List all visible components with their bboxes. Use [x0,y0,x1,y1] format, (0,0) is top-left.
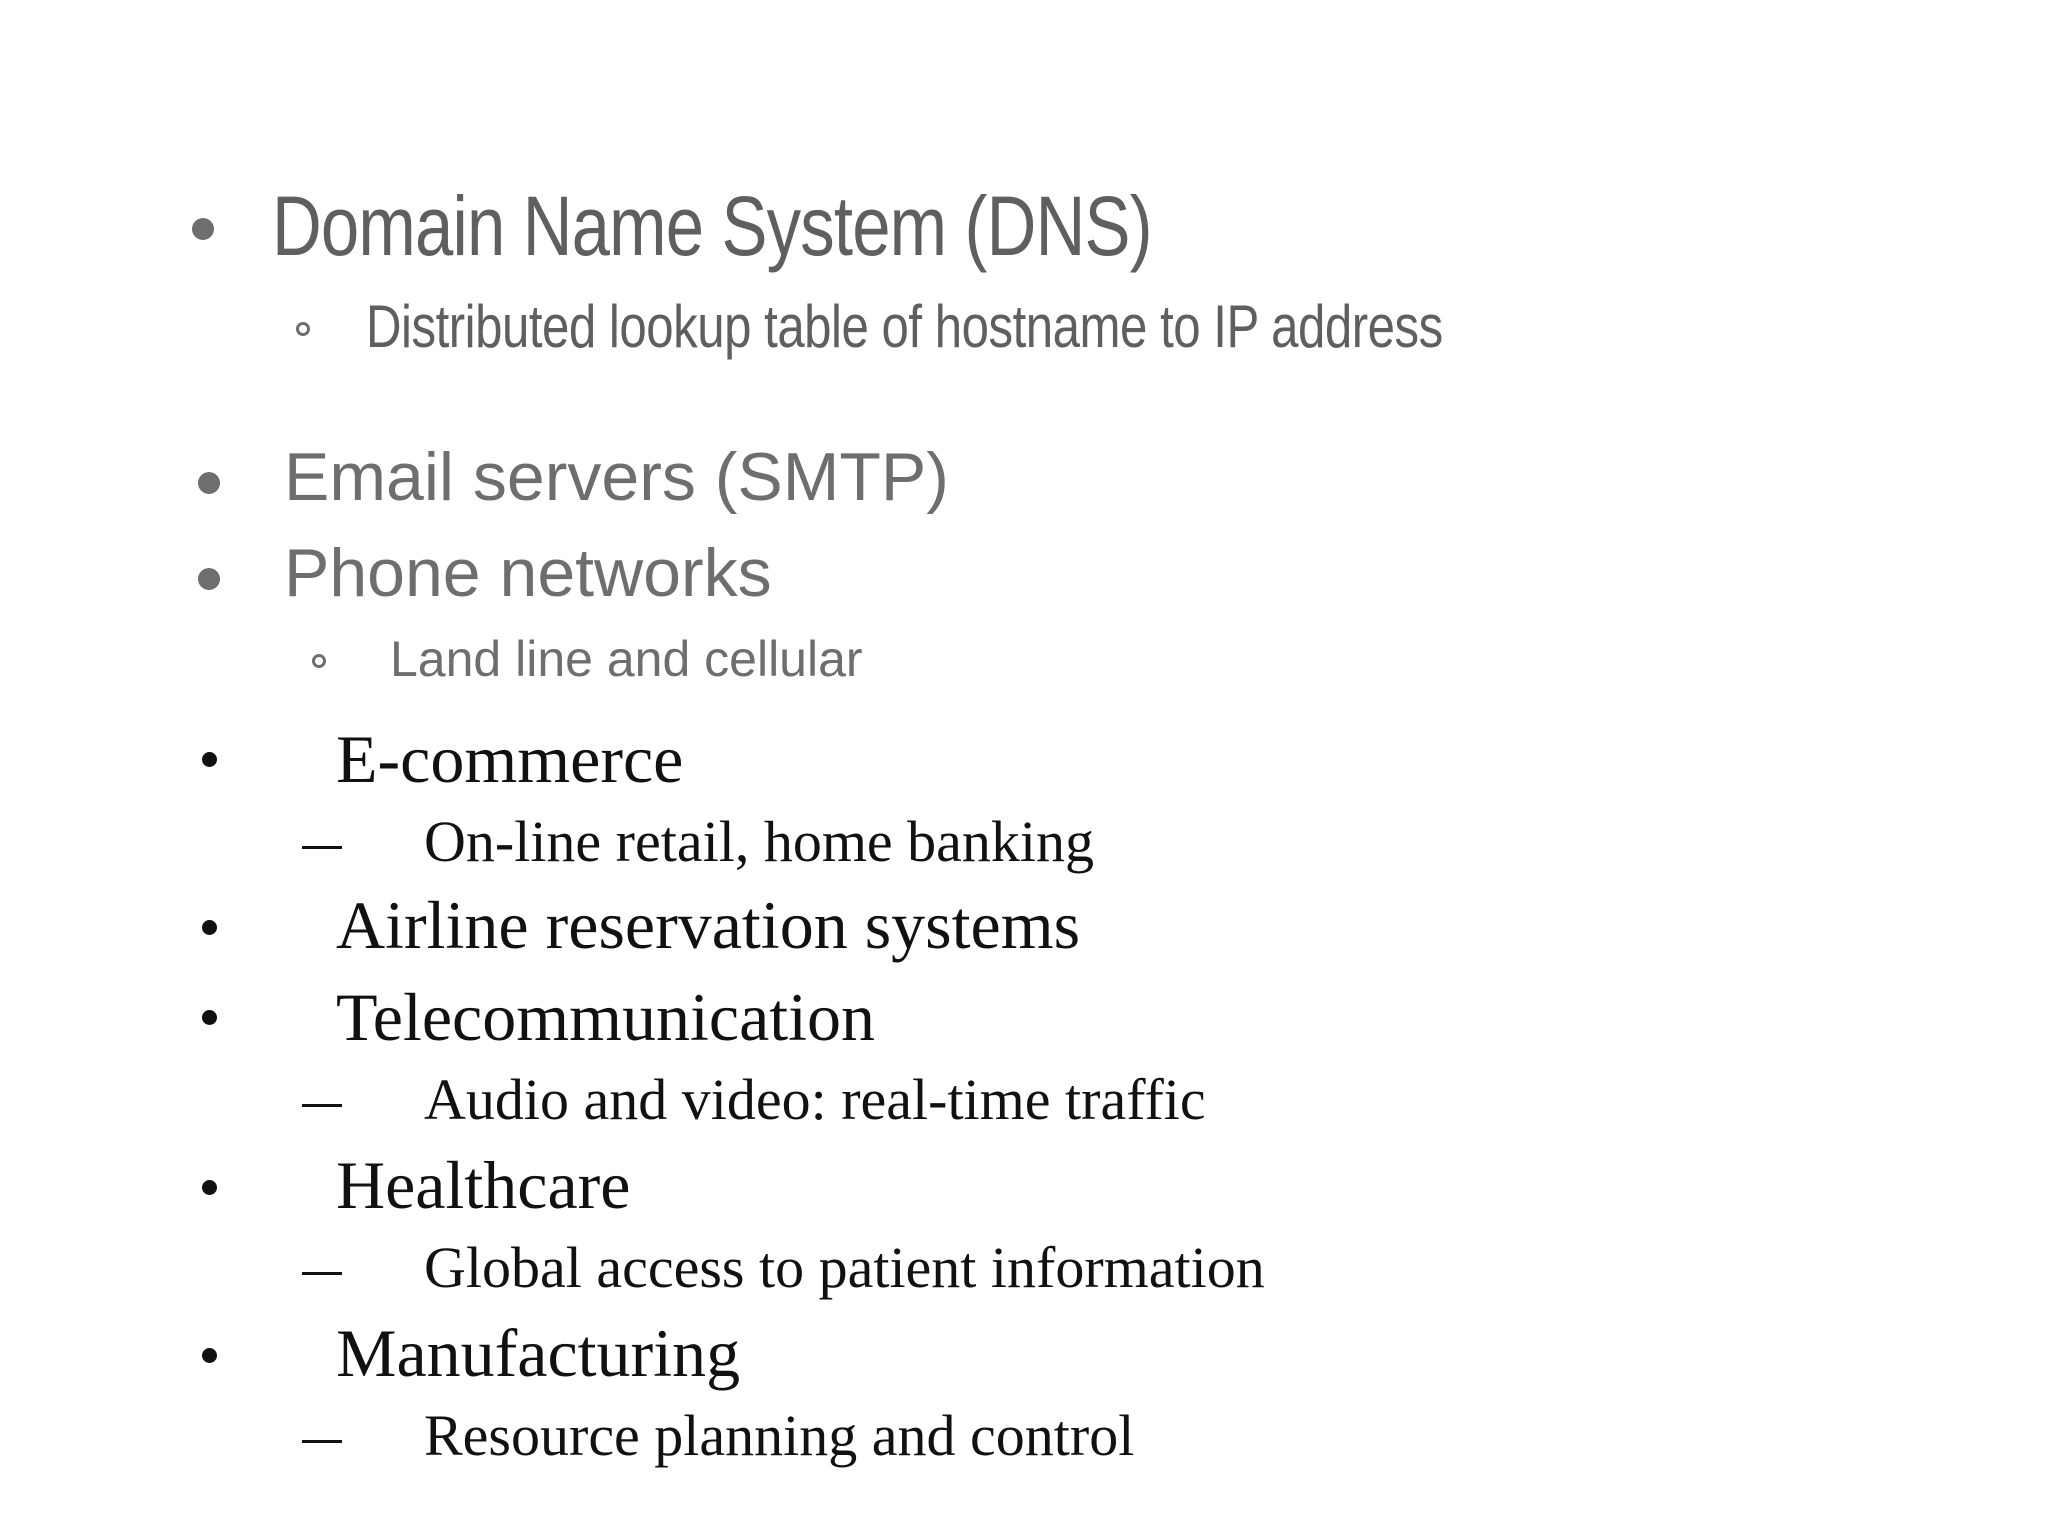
bullet-filled-icon [198,568,220,590]
bullet-email: Email servers (SMTP) [284,439,949,515]
bullet-filled-icon [202,1348,217,1363]
bullet-filled-icon [198,472,220,494]
bullet-airline: Airline reservation systems [336,887,1081,963]
bullet-filled-icon [202,1180,217,1195]
bullet-filled-icon [202,752,217,767]
sub-bullet-ecommerce: On-line retail, home banking [424,809,1095,874]
sub-bullet-dash-icon [302,846,342,849]
sub-bullet-phone: Land line and cellular [390,631,863,687]
bullet-ecommerce: E-commerce [336,721,684,797]
bullet-healthcare: Healthcare [336,1147,631,1223]
sub-bullet-dash-icon [302,1104,342,1107]
bullet-filled-icon [192,218,214,240]
sub-bullet-dash-icon [302,1272,342,1275]
sub-bullet-hollow-icon [312,654,326,668]
bullet-filled-icon [202,1010,217,1025]
sub-bullet-manufacturing: Resource planning and control [424,1403,1135,1468]
sub-bullet-healthcare: Global access to patient information [424,1235,1265,1300]
bullet-dns: Domain Name System (DNS) [272,179,1152,273]
sub-bullet-dns: Distributed lookup table of hostname to IP address [366,293,1443,360]
bullet-manufacturing: Manufacturing [336,1315,741,1391]
bullet-filled-icon [202,920,217,935]
sub-bullet-telecom: Audio and video: real-time traffic [424,1067,1206,1132]
sub-bullet-dash-icon [302,1440,342,1443]
sub-bullet-hollow-icon [296,322,310,336]
bullet-telecom: Telecommunication [336,979,876,1055]
bullet-phone: Phone networks [284,535,772,611]
